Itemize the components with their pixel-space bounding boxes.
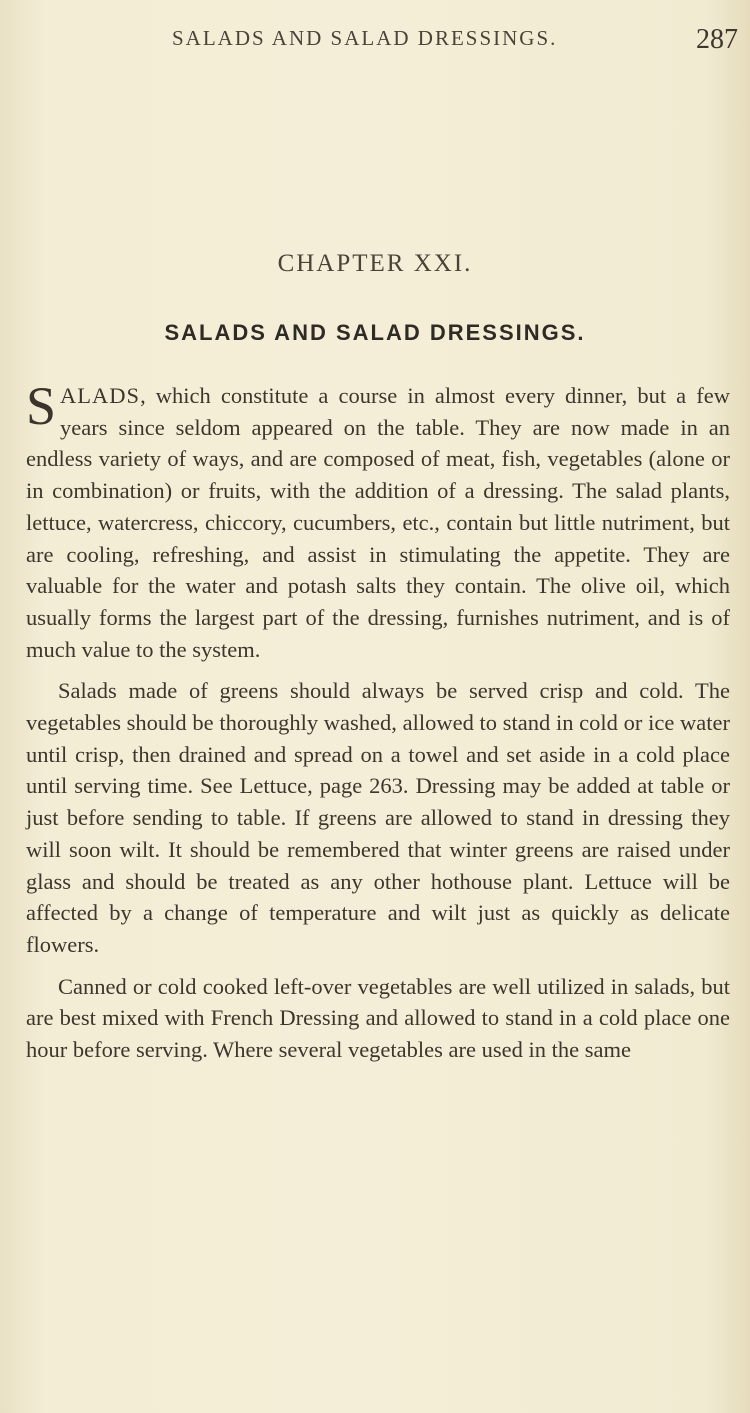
paragraph-2: Salads made of greens should always be served crisp and cold. The vegetables should be thoroughly washed, allowed to stand in cold or ice water until crisp, then drained and spread on a towel and set aside in a cold place until serving time. See Lettuce, page 263. Dressing may be added at table or just before sending to table. If greens are allowed to stand in dressing they will soon wilt. It should be remembered that winter greens are raised under glass and should be treated as any other hothouse plant. Lettuce will be affected by a change of temperature and wilt just as quickly as delicate flowers.	[26, 678, 730, 957]
chapter-heading: CHAPTER XXI.	[277, 250, 473, 277]
paragraph-3: Canned or cold cooked left-over vegetables are well utilized in salads, but are best mixed with French Dressing and allowed to stand in a cold place one hour before serving. Where several vegetables are used in the same	[26, 973, 730, 1063]
drop-cap: S	[26, 376, 57, 436]
chapter-title: SALADS AND SALAD DRESSINGS.	[164, 320, 586, 345]
paragraph-1	[26, 376, 730, 665]
running-head: SALADS AND SALAD DRESSINGS.	[172, 26, 558, 50]
page-number: 287	[696, 24, 738, 55]
body-text	[26, 376, 730, 1066]
lead-word: ALADS	[60, 383, 141, 408]
paragraph-1-text: , which constitute a course in almost every dinner, but a few years since seldom appeared on the table. They are now made in an endless variety of ways, and are composed of meat, fish, vegetables (alone or in combination) or fruits, with the addition of a dressing. The salad plants, lettuce, watercress, chiccory, cucumbers, etc., contain but little nutriment, but are cooling, refreshing, and assist in stimulating the appetite. They are valuable for the water and potash salts they contain. The olive oil, which usually forms the largest part of the dressing, furnishes nutriment, and is of much value to the system.	[26, 383, 730, 662]
